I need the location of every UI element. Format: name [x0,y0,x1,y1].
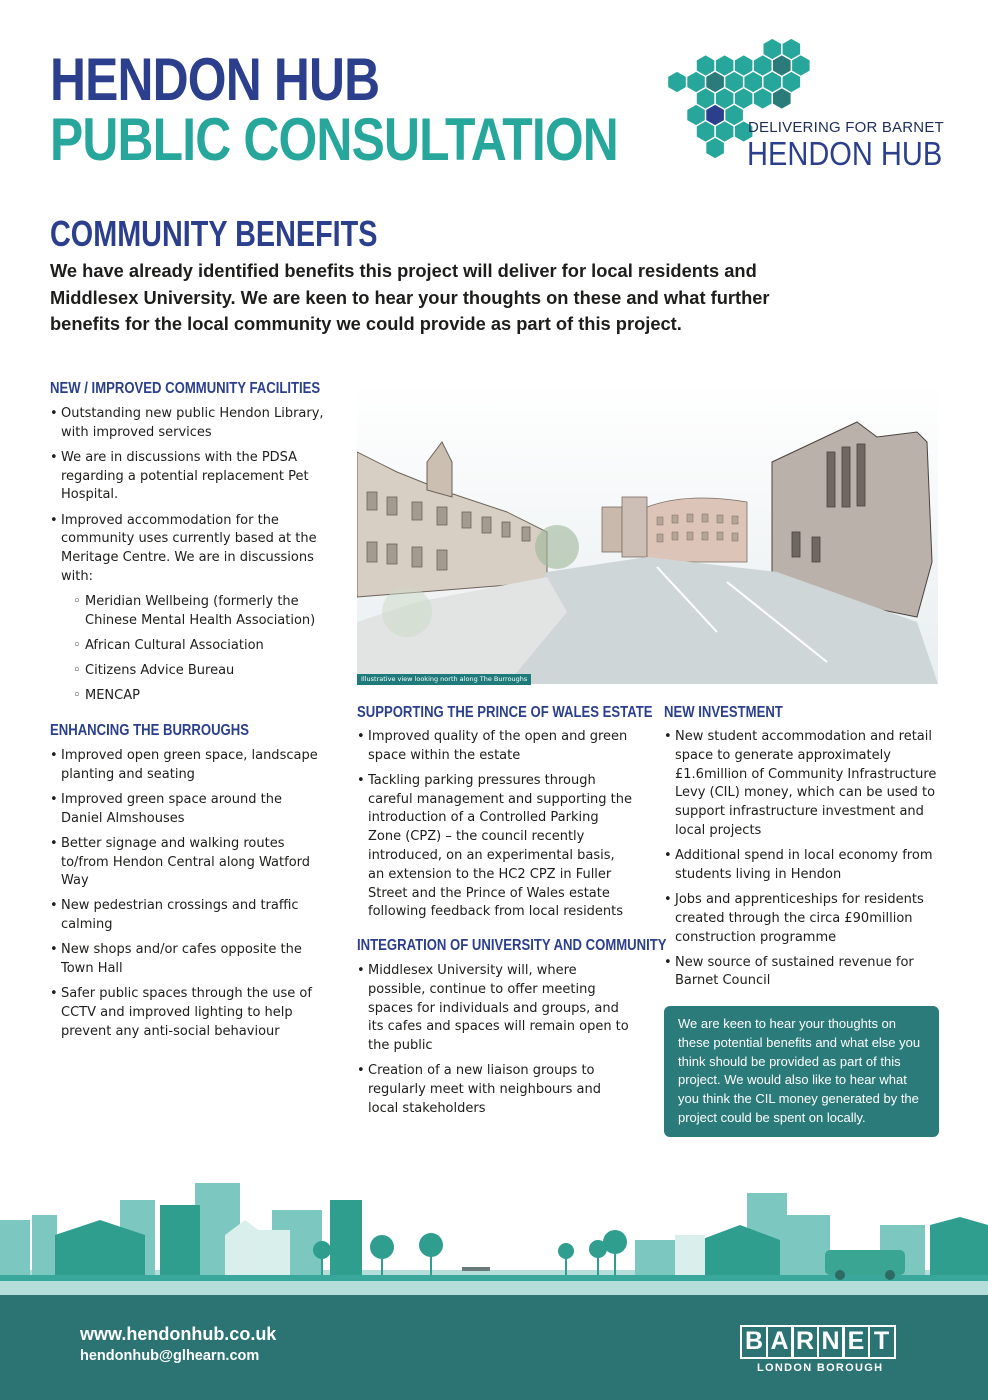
website-link[interactable]: www.hendonhub.co.uk [80,1324,277,1344]
logo-hexagon [697,121,715,141]
logo-hexagon [744,72,762,92]
sub-list-item: ◦ African Cultural Association [61,637,335,656]
list-item: • Improved green space around the Daniel Almshouses [50,791,325,829]
logo-hexagon [697,88,715,108]
list-item [50,512,335,706]
burroughs-list [50,747,325,1048]
sub-list-item: ◦ MENCAP [61,687,335,706]
barnet-letter: T [868,1325,896,1359]
list-item: • New pedestrian crossings and traffic calming [50,897,325,935]
logo-hexagon [725,105,743,125]
burroughs-heading: ENHANCING THE BURROUGHS [50,722,249,739]
logo-name: HENDON HUB [747,135,943,172]
logo-hexagon [773,88,791,108]
logo-hexagon [725,72,743,92]
image-caption: Illustrative view looking north along The Burroughs [357,674,531,685]
facilities-heading: NEW / IMPROVED COMMUNITY FACILITIES [50,380,321,397]
list-item: • We are in discussions with the PDSA regarding a potential replacement Pet Hospital. [50,449,335,505]
facilities-list [50,405,335,712]
list-item: • Additional spend in local economy from students living in Hendon [664,847,939,885]
prince-of-wales-list [357,728,633,929]
investment-heading: NEW INVESTMENT [664,704,783,721]
logo-hexagon [687,72,705,92]
logo-hexagon [716,121,734,141]
barnet-subtitle: LONDON BOROUGH [757,1362,884,1374]
list-item: • Improved quality of the open and green space within the estate [357,728,633,766]
sub-list-item: ◦ Meridian Wellbeing (formerly the Chinese Mental Health Association) [61,593,335,631]
logo-hexagon [706,138,724,158]
logo-hexagon [764,72,782,92]
logo-tagline: DELIVERING FOR BARNET [748,119,944,136]
sub-list-item: ◦ Citizens Advice Bureau [61,662,335,681]
integration-heading: INTEGRATION OF UNIVERSITY AND COMMUNITY [357,937,667,954]
logo-hexagon [735,55,753,75]
list-item: • New student accommodation and retail space to generate approximately £1.6million of Community Infrastructure Levy (CIL) money, which can be used to support infrastructure investment and local projects [664,728,939,841]
logo-hexagon [754,88,772,108]
street-illustration [357,382,938,684]
logo-hexagon [792,55,810,75]
list-item: • Tackling parking pressures through careful management and supporting the introduction of a Controlled Parking Zone (CPZ) – the council recently introduced, on an experimental basis, an extension to the HC2 CPZ in Fuller Street and the Prince of Wales estate following feedback from local residents [357,772,633,922]
page-title-line2: PUBLIC CONSULTATION [50,106,618,173]
list-item: • Creation of a new liaison groups to regularly meet with neighbours and local stakeholders [357,1062,633,1118]
barnet-letter: B [740,1325,768,1359]
list-item: • Outstanding new public Hendon Library, with improved services [50,405,335,443]
investment-list [664,728,939,998]
feedback-callout: We are keen to hear your thoughts on these potential benefits and what else you think should be provided as part of this project. We would also like to hear what you think the CIL money generated by the project could be spent on locally. [664,1006,939,1137]
logo-hexagon [754,55,772,75]
list-item: • Middlesex University will, where possible, continue to offer meeting spaces for individuals and groups, and its cafes and spaces will remain open to the public [357,962,633,1056]
logo-hexagon [716,55,734,75]
logo-hexagon [706,105,724,125]
prince-of-wales-heading: SUPPORTING THE PRINCE OF WALES ESTATE [357,704,653,721]
integration-list [357,962,633,1125]
logo-hexagon [716,88,734,108]
list-item: • Improved open green space, landscape planting and seating [50,747,325,785]
logo-hexagon [668,72,686,92]
logo-hexagon [764,39,782,59]
list-item: • Safer public spaces through the use of CCTV and improved lighting to help prevent any anti-social behaviour [50,985,325,1041]
logo-hexagon [687,105,705,125]
email-link[interactable]: hendonhub@glhearn.com [80,1348,260,1364]
list-item: • New source of sustained revenue for Barnet Council [664,954,939,992]
barnet-letter: E [842,1325,870,1359]
logo-hexagon [706,72,724,92]
logo-hexagon [697,55,715,75]
list-item: • Better signage and walking routes to/from Hendon Central along Watford Way [50,835,325,891]
logo-hexagon [783,39,801,59]
list-item-text: Improved accommodation for the community uses currently based at the Meritage Centre. We are in discussions with: [61,512,317,584]
facilities-sublist [61,593,335,706]
barnet-letter: R [791,1325,819,1359]
barnet-logo [740,1325,893,1359]
barnet-letter: N [817,1325,845,1359]
page-title-line1: HENDON HUB [50,46,380,113]
street-skyline-graphic [0,1175,988,1295]
section-title: COMMUNITY BENEFITS [50,213,378,254]
logo-hexagon [735,88,753,108]
list-item: • Jobs and apprenticeships for residents created through the circa £90million construction programme [664,891,939,947]
logo-hexagon [773,55,791,75]
barnet-letter: A [766,1325,794,1359]
list-item: • New shops and/or cafes opposite the Town Hall [50,941,325,979]
logo-hexagon [783,72,801,92]
intro-text: We have already identified benefits this project will deliver for local residents and Middlesex University. We are keen to hear your thoughts on these and what further benefits for the local community we could provide as part of this project. [50,260,770,334]
